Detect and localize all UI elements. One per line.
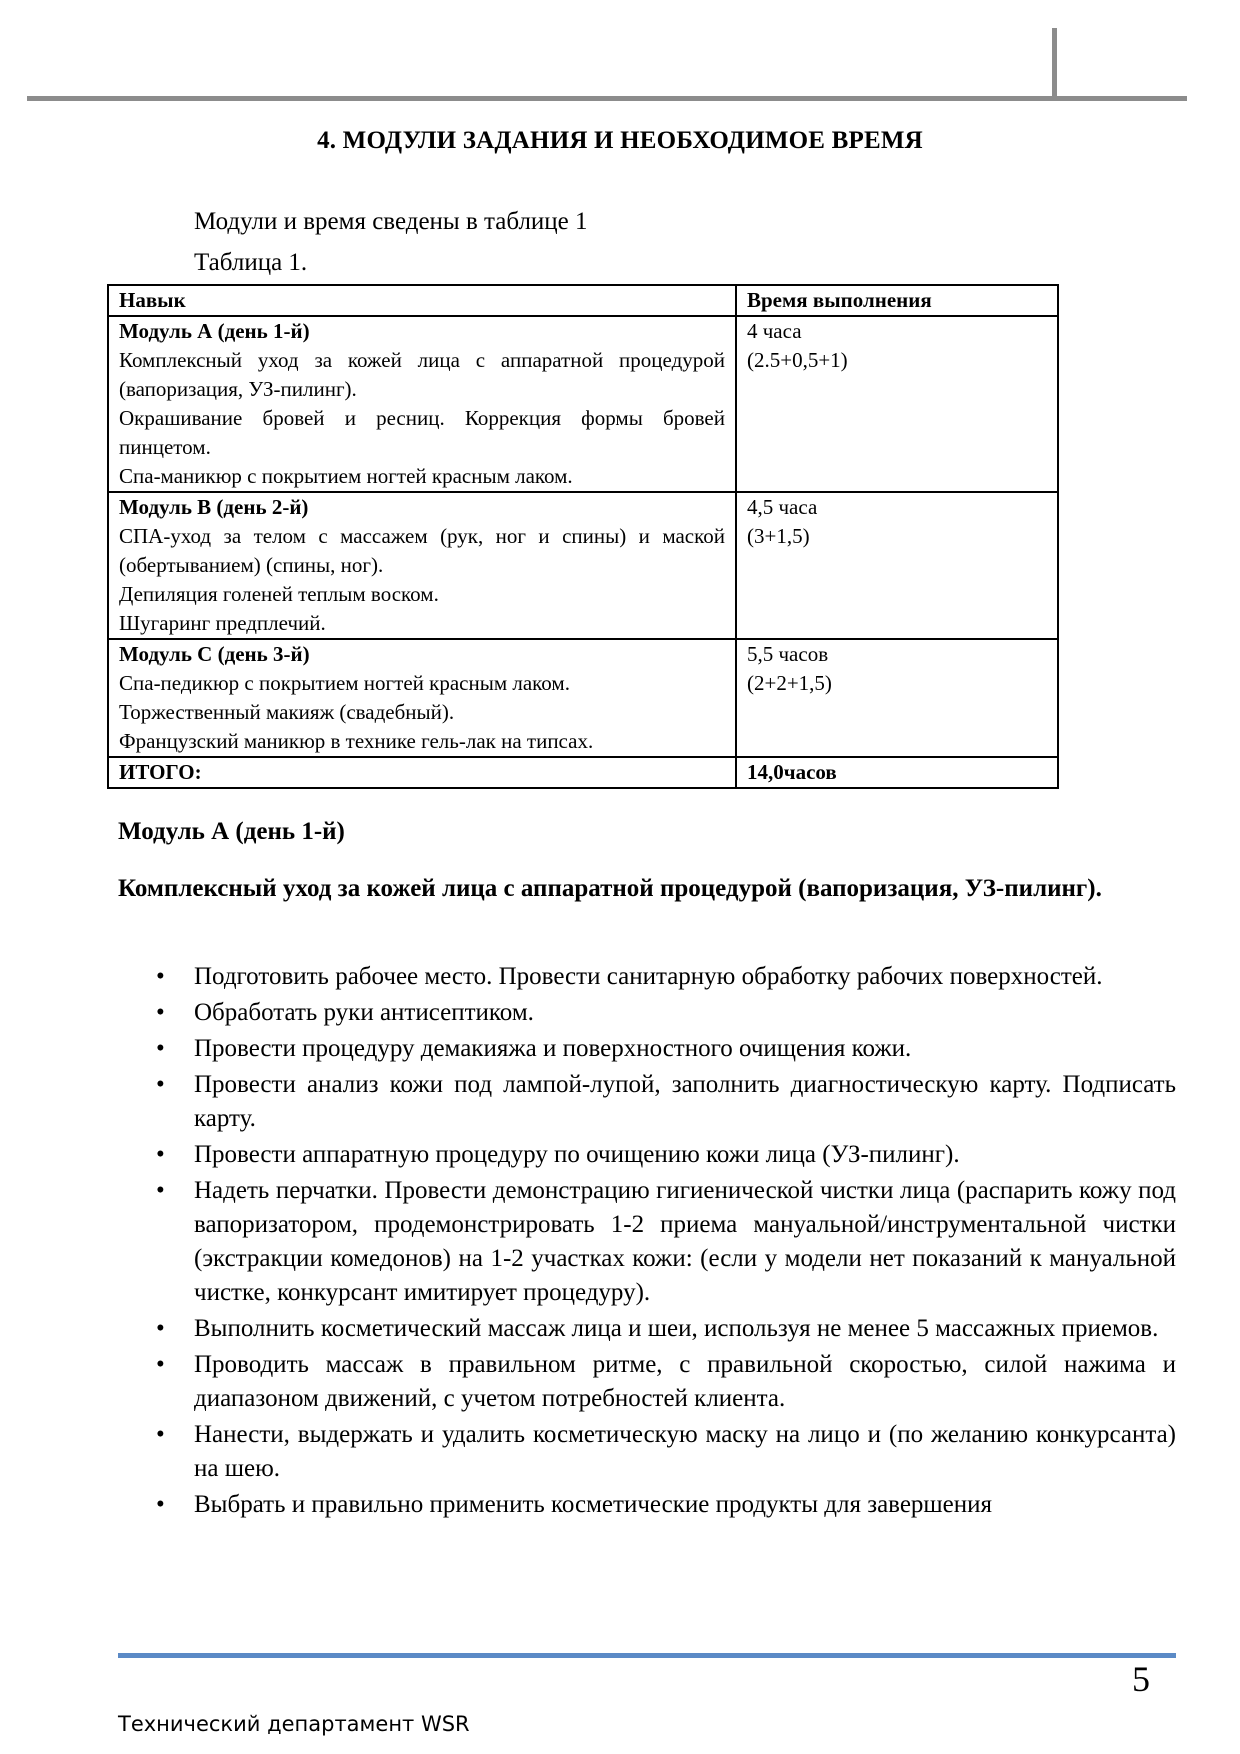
list-item: • Выбрать и правильно применить косметические продукты для завершения	[118, 1488, 1176, 1522]
module-time: 5,5 часов	[747, 642, 829, 666]
page-number: 5	[1132, 1659, 1150, 1699]
module-time-detail: (3+1,5)	[747, 524, 810, 548]
skill-cell	[108, 492, 736, 639]
footer-text: Технический департамент WSR	[118, 1712, 470, 1736]
footer-rule	[118, 1653, 1176, 1658]
module-title: Модуль В (день 2-й)	[119, 495, 309, 519]
list-item: • Провести анализ кожи под лампой-лупой, заполнить диагностическую карту. Подписать карту.	[118, 1068, 1176, 1136]
list-item: • Подготовить рабочее место. Провести санитарную обработку рабочих поверхностей.	[118, 960, 1176, 994]
header-rule	[27, 96, 1187, 101]
module-time-detail: (2.5+0,5+1)	[747, 348, 848, 372]
total-value: 14,0часов	[736, 757, 1058, 788]
header-time: Время выполнения	[736, 285, 1058, 316]
time-cell	[736, 492, 1058, 639]
modules-table	[107, 284, 1059, 789]
module-line: Комплексный уход за кожей лица с аппаратной процедурой (вапоризация, УЗ-пилинг).	[119, 348, 725, 401]
skill-cell	[108, 639, 736, 757]
skill-cell	[108, 316, 736, 492]
table-row-module-c	[108, 639, 1058, 757]
module-line: Депиляция голеней теплым воском.	[119, 582, 439, 606]
module-title: Модуль С (день 3-й)	[119, 642, 310, 666]
module-time: 4,5 часа	[747, 495, 818, 519]
module-title: Модуль А (день 1-й)	[119, 319, 310, 343]
list-item: • Обработать руки антисептиком.	[118, 996, 1176, 1030]
module-time: 4 часа	[747, 319, 802, 343]
module-line: Спа-педикюр с покрытием ногтей красным лаком.	[119, 671, 570, 695]
list-item: • Надеть перчатки. Провести демонстрацию гигиенической чистки лица (распарить кожу под вапоризатором, продемонстрировать 1-2 приема мануальной/инструментальной чистки (экстракции комедонов) на 1-2 участках кожи: (если у модели нет показаний к мануальной чистке, конкурсант имитирует процедуру).	[118, 1174, 1176, 1310]
table-row-module-b	[108, 492, 1058, 639]
intro-text: Модули и время сведены в таблице 1	[194, 208, 588, 235]
list-item: • Проводить массаж в правильном ритме, с правильной скоростью, силой нажима и диапазоном движений, с учетом потребностей клиента.	[118, 1348, 1176, 1416]
list-item: • Выполнить косметический массаж лица и шеи, используя не менее 5 массажных приемов.	[118, 1312, 1176, 1346]
module-line: Шугаринг предплечий.	[119, 611, 326, 635]
module-a-heading: Модуль А (день 1-й)	[118, 818, 345, 845]
module-a-subheading: Комплексный уход за кожей лица с аппаратной процедурой (вапоризация, УЗ-пилинг).	[118, 875, 1102, 902]
module-line: Торжественный макияж (свадебный).	[119, 700, 455, 724]
section-title: 4. МОДУЛИ ЗАДАНИЯ И НЕОБХОДИМОЕ ВРЕМЯ	[317, 127, 923, 154]
module-line: Спа-маникюр с покрытием ногтей красным лаком.	[119, 464, 573, 488]
list-item: • Нанести, выдержать и удалить косметическую маску на лицо и (по желанию конкурсанта) на шею.	[118, 1418, 1176, 1486]
table-header-row	[108, 285, 1058, 316]
module-line: Окрашивание бровей и ресниц. Коррекция формы бровей пинцетом.	[119, 406, 725, 459]
list-item: • Провести процедуру демакияжа и поверхностного очищения кожи.	[118, 1032, 1176, 1066]
list-item: • Провести аппаратную процедуру по очищению кожи лица (УЗ-пилинг).	[118, 1138, 1176, 1172]
total-label: ИТОГО:	[108, 757, 736, 788]
header-skill: Навык	[108, 285, 736, 316]
table-total-row	[108, 757, 1058, 788]
time-cell	[736, 316, 1058, 492]
table-caption: Таблица 1.	[194, 249, 308, 276]
header-corner-tick	[1052, 28, 1057, 96]
module-time-detail: (2+2+1,5)	[747, 671, 832, 695]
task-list	[118, 960, 1176, 1524]
table-row-module-a	[108, 316, 1058, 492]
module-line: Французский маникюр в технике гель-лак на типсах.	[119, 729, 594, 753]
time-cell	[736, 639, 1058, 757]
module-line: СПА-уход за телом с массажем (рук, ног и спины) и маской (обертыванием) (спины, ног).	[119, 524, 725, 577]
